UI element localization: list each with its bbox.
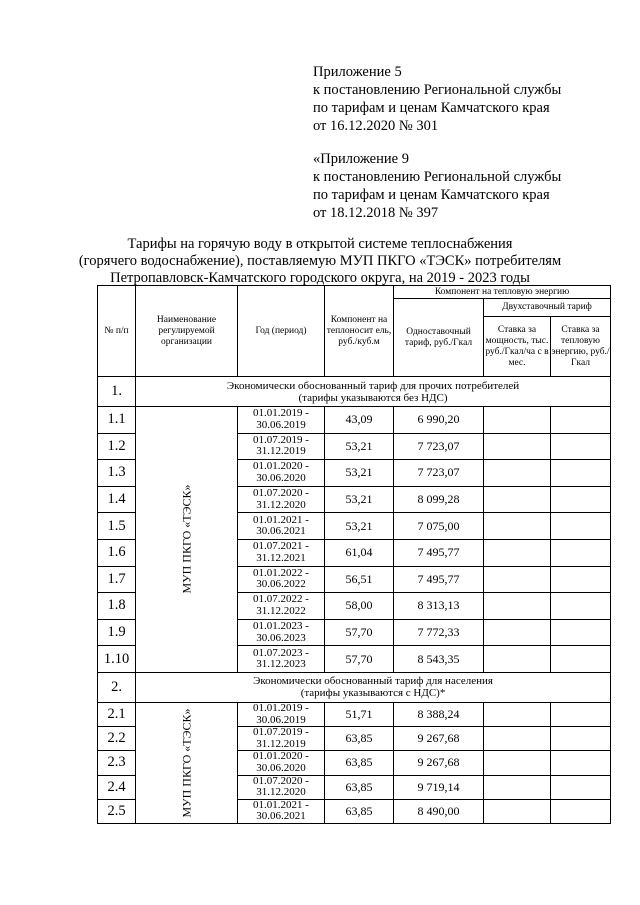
period-end: 30.06.2022 bbox=[256, 578, 306, 591]
coolant-value: 53,21 bbox=[325, 486, 394, 513]
period-cell bbox=[238, 775, 325, 799]
energy-rate-value bbox=[551, 727, 611, 751]
coolant-value: 53,21 bbox=[325, 513, 394, 540]
period-cell bbox=[238, 486, 325, 513]
power-rate-value bbox=[484, 751, 551, 775]
table-row bbox=[98, 407, 611, 434]
section-number: 2. bbox=[98, 672, 136, 702]
row-number: 1.7 bbox=[98, 566, 136, 593]
period-cell bbox=[238, 619, 325, 646]
header-line: Приложение 5 bbox=[313, 64, 402, 80]
period-start: 01.01.2022 - bbox=[253, 566, 309, 579]
header-num: № п/п bbox=[98, 286, 136, 377]
period-start: 01.07.2022 - bbox=[253, 593, 309, 606]
period-end: 30.06.2021 bbox=[256, 810, 306, 823]
energy-rate-value bbox=[551, 486, 611, 513]
header-power-rate: Ставка за мощность, тыс. руб./Гкал/ча с в мес. bbox=[484, 317, 551, 377]
power-rate-value bbox=[484, 646, 551, 673]
period-start: 01.01.2019 - bbox=[253, 702, 309, 715]
row-number: 1.3 bbox=[98, 460, 136, 487]
coolant-value: 63,85 bbox=[325, 751, 394, 775]
section-subtitle-line: (тарифы указываются с НДС)* bbox=[300, 687, 446, 700]
period-start: 01.07.2023 - bbox=[253, 646, 309, 659]
row-number: 1.8 bbox=[98, 593, 136, 620]
single-rate-value: 9 719,14 bbox=[394, 775, 484, 799]
header-single-rate: Одноставочный тариф, руб./Гкал bbox=[394, 299, 484, 377]
coolant-value: 53,21 bbox=[325, 433, 394, 460]
energy-rate-value bbox=[551, 433, 611, 460]
period-end: 30.06.2020 bbox=[256, 471, 306, 484]
period-end: 30.06.2020 bbox=[256, 761, 306, 774]
row-number: 1.1 bbox=[98, 407, 136, 434]
period-end: 31.12.2020 bbox=[256, 498, 306, 511]
period-end: 31.12.2020 bbox=[256, 786, 306, 799]
header-line: к постановлению Региональной службы bbox=[313, 169, 562, 185]
single-rate-value: 7 723,07 bbox=[394, 460, 484, 487]
single-rate-value: 9 267,68 bbox=[394, 751, 484, 775]
header-line: от 18.12.2018 № 397 bbox=[313, 205, 439, 221]
period-cell bbox=[238, 727, 325, 751]
energy-rate-value bbox=[551, 539, 611, 566]
section-row bbox=[98, 672, 611, 702]
document-title bbox=[0, 236, 640, 287]
single-rate-value: 7 495,77 bbox=[394, 566, 484, 593]
energy-rate-value bbox=[551, 460, 611, 487]
period-end: 30.06.2021 bbox=[256, 525, 306, 538]
single-rate-value: 7 772,33 bbox=[394, 619, 484, 646]
coolant-value: 63,85 bbox=[325, 775, 394, 799]
row-number: 2.5 bbox=[98, 799, 136, 823]
section-title bbox=[136, 672, 611, 702]
section-title bbox=[136, 377, 611, 407]
single-rate-value: 7 723,07 bbox=[394, 433, 484, 460]
energy-rate-value bbox=[551, 751, 611, 775]
power-rate-value bbox=[484, 727, 551, 751]
power-rate-value bbox=[484, 702, 551, 726]
power-rate-value bbox=[484, 407, 551, 434]
period-end: 31.12.2021 bbox=[256, 551, 306, 564]
section-title-line: Экономически обоснованный тариф для населения bbox=[253, 675, 493, 688]
single-rate-value: 9 267,68 bbox=[394, 727, 484, 751]
period-cell bbox=[238, 539, 325, 566]
row-number: 1.9 bbox=[98, 619, 136, 646]
row-number: 1.10 bbox=[98, 646, 136, 673]
coolant-value: 57,70 bbox=[325, 619, 394, 646]
table-row bbox=[98, 702, 611, 726]
power-rate-value bbox=[484, 539, 551, 566]
period-cell bbox=[238, 407, 325, 434]
period-cell bbox=[238, 799, 325, 823]
appendix-header bbox=[313, 63, 561, 135]
period-start: 01.01.2023 - bbox=[253, 620, 309, 633]
period-cell bbox=[238, 433, 325, 460]
coolant-value: 58,00 bbox=[325, 593, 394, 620]
power-rate-value bbox=[484, 486, 551, 513]
header-line: «Приложение 9 bbox=[313, 151, 409, 167]
single-rate-value: 8 313,13 bbox=[394, 593, 484, 620]
period-end: 31.12.2022 bbox=[256, 604, 306, 617]
period-start: 01.07.2020 - bbox=[253, 487, 309, 500]
title-line: (горячего водоснабжение), поставляемую МУП ПКГО «ТЭСК» потребителям bbox=[78, 253, 562, 269]
energy-rate-value bbox=[551, 593, 611, 620]
period-end: 30.06.2023 bbox=[256, 631, 306, 644]
header-heat-component: Компонент на тепловую энергию bbox=[394, 286, 611, 299]
coolant-value: 56,51 bbox=[325, 566, 394, 593]
period-cell bbox=[238, 751, 325, 775]
section-number: 1. bbox=[98, 377, 136, 407]
power-rate-value bbox=[484, 619, 551, 646]
section-row bbox=[98, 377, 611, 407]
row-number: 2.4 bbox=[98, 775, 136, 799]
single-rate-value: 7 075,00 bbox=[394, 513, 484, 540]
row-number: 2.2 bbox=[98, 727, 136, 751]
row-number: 1.5 bbox=[98, 513, 136, 540]
period-start: 01.01.2019 - bbox=[253, 407, 309, 420]
single-rate-value: 8 490,00 bbox=[394, 799, 484, 823]
header-two-rate: Двухставочный тариф bbox=[484, 299, 611, 317]
header-coolant-component: Компонент на теплоносит ель, руб./куб.м bbox=[325, 286, 394, 377]
organization-name: МУП ПКГО «ТЭСК» bbox=[179, 708, 193, 818]
header-line: к постановлению Региональной службы bbox=[313, 82, 562, 98]
energy-rate-value bbox=[551, 775, 611, 799]
coolant-value: 63,85 bbox=[325, 727, 394, 751]
period-cell bbox=[238, 646, 325, 673]
period-start: 01.07.2021 - bbox=[253, 540, 309, 553]
period-end: 30.06.2019 bbox=[256, 713, 306, 726]
single-rate-value: 8 099,28 bbox=[394, 486, 484, 513]
period-cell bbox=[238, 460, 325, 487]
single-rate-value: 8 543,35 bbox=[394, 646, 484, 673]
header-line: по тарифам и ценам Камчатского края bbox=[313, 187, 550, 203]
energy-rate-value bbox=[551, 513, 611, 540]
power-rate-value bbox=[484, 799, 551, 823]
header-line: по тарифам и ценам Камчатского края bbox=[313, 100, 550, 116]
power-rate-value bbox=[484, 433, 551, 460]
coolant-value: 51,71 bbox=[325, 702, 394, 726]
appendix-header-previous bbox=[313, 150, 561, 222]
energy-rate-value bbox=[551, 702, 611, 726]
section-subtitle-line: (тарифы указываются без НДС) bbox=[298, 391, 448, 404]
header-organization: Наименование регулируемой организации bbox=[136, 286, 238, 377]
coolant-value: 53,21 bbox=[325, 460, 394, 487]
row-number: 2.1 bbox=[98, 702, 136, 726]
coolant-value: 43,09 bbox=[325, 407, 394, 434]
period-end: 31.12.2019 bbox=[256, 737, 306, 750]
section-title-line: Экономически обоснованный тариф для прочих потребителей bbox=[226, 379, 520, 392]
energy-rate-value bbox=[551, 646, 611, 673]
energy-rate-value bbox=[551, 566, 611, 593]
power-rate-value bbox=[484, 513, 551, 540]
period-end: 30.06.2019 bbox=[256, 418, 306, 431]
power-rate-value bbox=[484, 566, 551, 593]
period-start: 01.01.2020 - bbox=[253, 750, 309, 763]
coolant-value: 57,70 bbox=[325, 646, 394, 673]
organization-name: МУП ПКГО «ТЭСК» bbox=[179, 484, 193, 595]
header-energy-rate: Ставка за тепловую энергию, руб./Гкал bbox=[551, 317, 611, 377]
power-rate-value bbox=[484, 593, 551, 620]
header-line: от 16.12.2020 № 301 bbox=[313, 118, 439, 134]
period-start: 01.01.2020 - bbox=[253, 460, 309, 473]
coolant-value: 63,85 bbox=[325, 799, 394, 823]
organization-cell bbox=[136, 702, 238, 823]
period-start: 01.07.2019 - bbox=[253, 433, 309, 446]
period-cell bbox=[238, 513, 325, 540]
power-rate-value bbox=[484, 460, 551, 487]
coolant-value: 61,04 bbox=[325, 539, 394, 566]
single-rate-value: 8 388,24 bbox=[394, 702, 484, 726]
power-rate-value bbox=[484, 775, 551, 799]
row-number: 1.2 bbox=[98, 433, 136, 460]
row-number: 2.3 bbox=[98, 751, 136, 775]
title-line: Петропавловск-Камчатского городского округа, на 2019 - 2023 годы bbox=[110, 270, 530, 286]
period-start: 01.01.2021 - bbox=[253, 513, 309, 526]
period-start: 01.07.2020 - bbox=[253, 775, 309, 787]
period-cell bbox=[238, 566, 325, 593]
period-start: 01.07.2019 - bbox=[253, 726, 309, 739]
period-start: 01.01.2021 - bbox=[253, 799, 309, 811]
energy-rate-value bbox=[551, 619, 611, 646]
single-rate-value: 7 495,77 bbox=[394, 539, 484, 566]
single-rate-value: 6 990,20 bbox=[394, 407, 484, 434]
row-number: 1.4 bbox=[98, 486, 136, 513]
period-cell bbox=[238, 593, 325, 620]
energy-rate-value bbox=[551, 799, 611, 823]
period-end: 31.12.2023 bbox=[256, 658, 306, 671]
energy-rate-value bbox=[551, 407, 611, 434]
period-end: 31.12.2019 bbox=[256, 445, 306, 458]
period-cell bbox=[238, 702, 325, 726]
header-period: Год (период) bbox=[238, 286, 325, 377]
title-line: Тарифы на горячую воду в открытой системе теплоснабжения bbox=[127, 236, 513, 252]
tariff-table bbox=[97, 285, 611, 824]
row-number: 1.6 bbox=[98, 539, 136, 566]
organization-cell bbox=[136, 407, 238, 673]
